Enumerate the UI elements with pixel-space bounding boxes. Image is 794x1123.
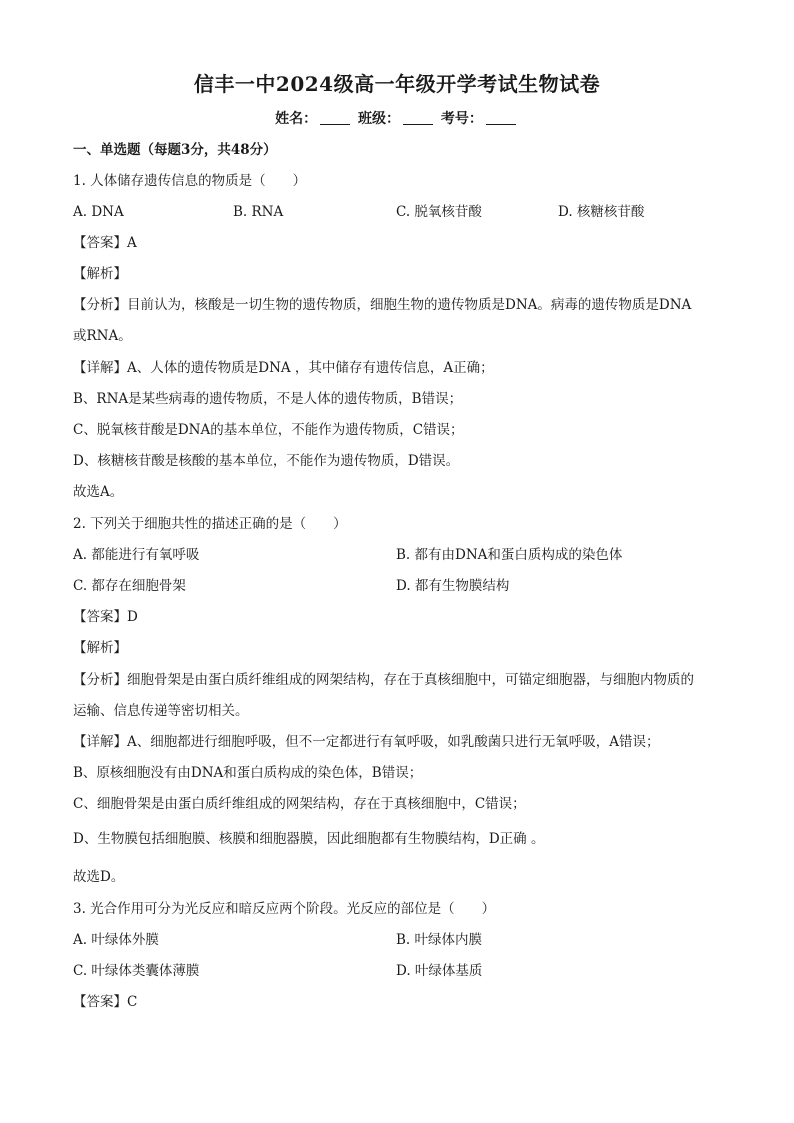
q1-option-c: C. 脱氧核苷酸 xyxy=(396,204,482,220)
section-heading: 一、单选题（每题3分，共48分） xyxy=(73,142,277,158)
q3-stem: 3. 光合作用可分为光反应和暗反应两个阶段。光反应的部位是（ ） xyxy=(73,901,496,917)
exam-title: 信丰一中2024级高一年级开学考试生物试卷 xyxy=(193,72,601,96)
q3-option-d: D. 叶绿体基质 xyxy=(396,963,483,979)
q1-stem: 1. 人体储存遗传信息的物质是（ ） xyxy=(73,173,307,189)
q2-option-b: B. 都有由DNA和蛋白质构成的染色体 xyxy=(396,547,623,563)
q2-fenxi-line-2: 运输、信息传递等密切相关。 xyxy=(73,703,249,719)
exam-no-label: 考号： xyxy=(440,111,483,127)
q2-detail-line-3: C、细胞骨架是由蛋白质纤维组成的网架结构，存在于真核细胞中，C错误； xyxy=(73,796,526,812)
q2-answer: 【答案】D xyxy=(73,609,138,625)
class-label: 班级： xyxy=(358,111,400,127)
q2-option-c: C. 都存在细胞骨架 xyxy=(73,578,186,594)
q1-conclusion: 故选A。 xyxy=(73,484,124,500)
q1-option-d: D. 核糖核苷酸 xyxy=(558,204,645,220)
q2-stem: 2. 下列关于细胞共性的描述正确的是（ ） xyxy=(73,516,347,532)
q2-fenxi-line-1: 【分析】细胞骨架是由蛋白质纤维组成的网架结构，存在于真核细胞中，可锚定细胞器，与细胞内物质的 xyxy=(73,672,694,688)
q2-option-d: D. 都有生物膜结构 xyxy=(396,578,510,594)
name-blank xyxy=(320,123,350,125)
q1-detail-line-2: B、RNA是某些病毒的遗传物质，不是人体的遗传物质，B错误； xyxy=(73,391,463,407)
q2-detail-line-1: 【详解】A、细胞都进行细胞呼吸，但不一定都进行有氧呼吸，如乳酸菌只进行无氧呼吸，A错误； xyxy=(73,734,660,750)
q1-analysis-label: 【解析】 xyxy=(73,266,127,282)
q3-answer: 【答案】C xyxy=(73,994,138,1010)
q2-option-a: A. 都能进行有氧呼吸 xyxy=(73,547,200,563)
class-blank xyxy=(403,123,433,125)
exam-no-blank xyxy=(486,123,516,125)
q1-answer: 【答案】A xyxy=(73,235,137,251)
q1-option-a: A. DNA xyxy=(73,204,124,220)
q2-conclusion: 故选D。 xyxy=(73,869,125,885)
q1-detail-line-4: D、核糖核苷酸是核酸的基本单位，不能作为遗传物质，D错误。 xyxy=(73,453,460,469)
q1-detail-line-3: C、脱氧核苷酸是DNA的基本单位，不能作为遗传物质，C错误； xyxy=(73,422,464,438)
q2-detail-line-2: B、原核细胞没有由DNA和蛋白质构成的染色体，B错误； xyxy=(73,765,423,781)
student-info-line xyxy=(0,108,794,128)
q1-detail-line-1: 【详解】A、人体的遗传物质是DNA ，其中储存有遗传信息，A正确； xyxy=(73,360,494,376)
q1-fenxi-line-1: 【分析】目前认为，核酸是一切生物的遗传物质，细胞生物的遗传物质是DNA。病毒的遗传物质是DNA xyxy=(73,297,692,313)
q2-analysis-label: 【解析】 xyxy=(73,640,127,656)
q1-fenxi-line-2: 或RNA。 xyxy=(73,328,132,344)
q1-option-b: B. RNA xyxy=(233,204,284,220)
name-label: 姓名： xyxy=(275,111,318,127)
q2-detail-line-4: D、生物膜包括细胞膜、核膜和细胞器膜，因此细胞都有生物膜结构，D正确 。 xyxy=(73,831,545,847)
q3-option-c: C. 叶绿体类囊体薄膜 xyxy=(73,963,200,979)
q3-option-b: B. 叶绿体内膜 xyxy=(396,932,483,948)
q3-option-a: A. 叶绿体外膜 xyxy=(73,932,159,948)
